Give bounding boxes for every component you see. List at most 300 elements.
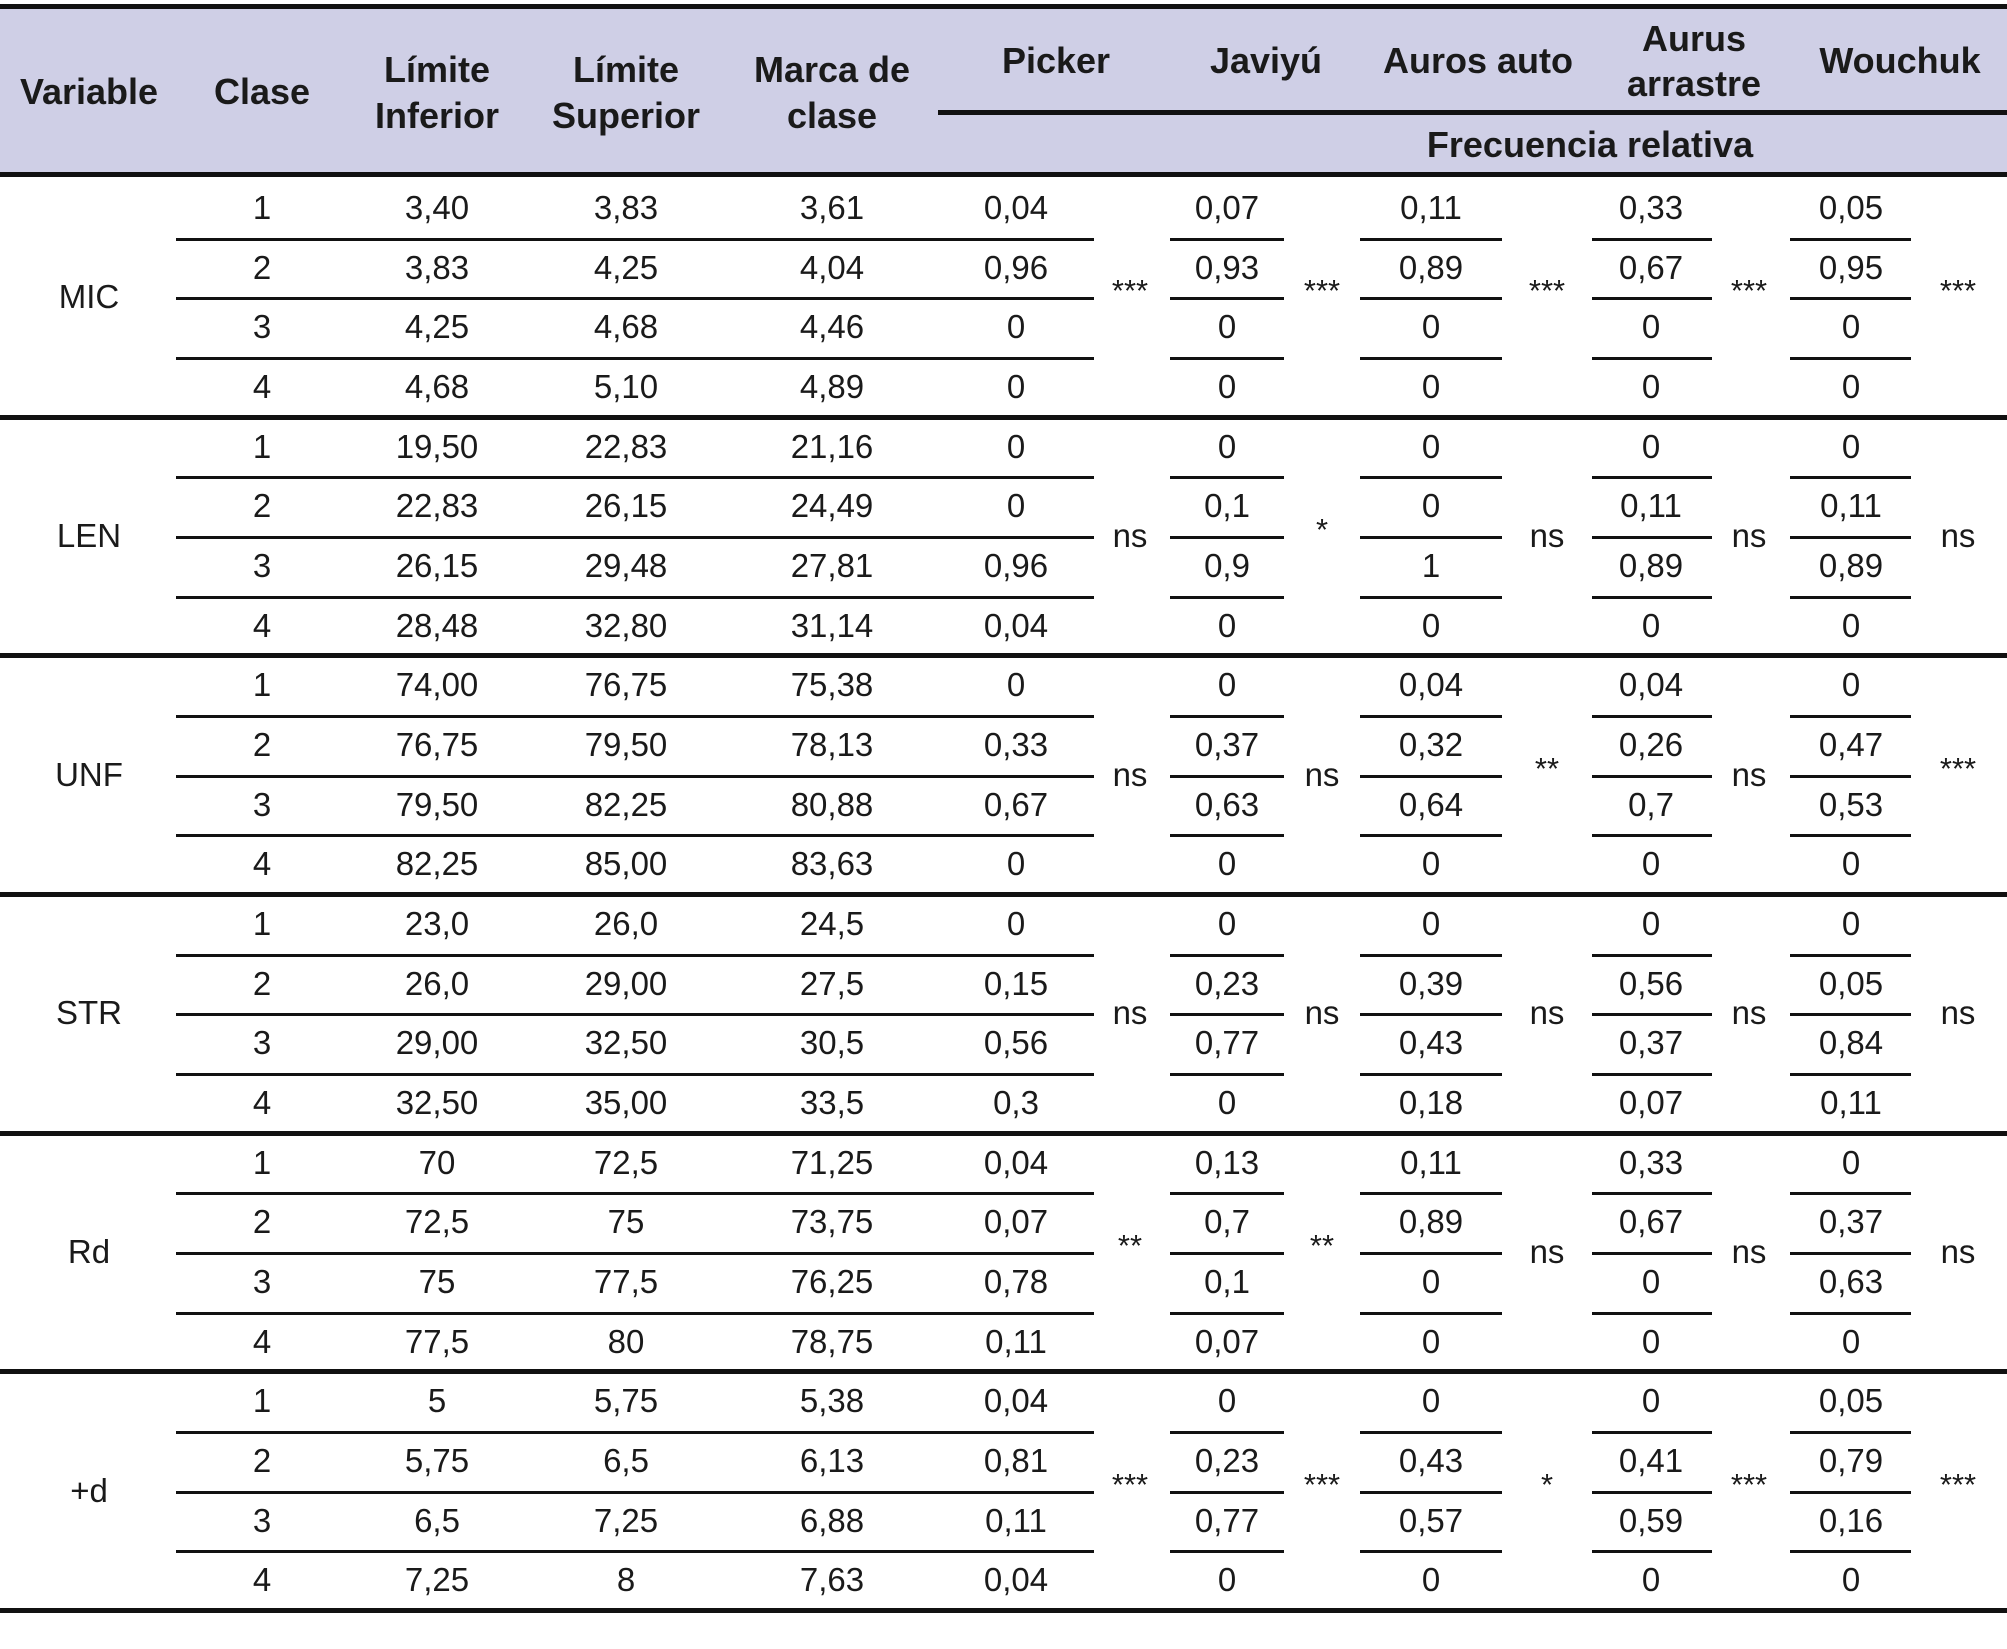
row-rule bbox=[1592, 297, 1712, 300]
cell-limite-inferior: 22,83 bbox=[395, 487, 479, 525]
significance-mark: ns bbox=[1304, 994, 1340, 1032]
significance-mark: ns bbox=[1731, 994, 1767, 1032]
significance-mark: *** bbox=[1303, 273, 1341, 309]
cell-marca-de-clase: 27,81 bbox=[790, 546, 874, 584]
cell-frecuencia-relativa: 0,77 bbox=[1194, 1501, 1260, 1539]
cell-frecuencia-relativa: 0 bbox=[1217, 1083, 1237, 1121]
row-rule bbox=[1170, 834, 1284, 837]
significance-mark: * bbox=[1315, 512, 1329, 548]
cell-clase: 3 bbox=[252, 546, 272, 584]
cell-limite-superior: 22,83 bbox=[584, 427, 668, 465]
cell-frecuencia-relativa: 0,89 bbox=[1818, 546, 1884, 584]
cell-frecuencia-relativa: 0,67 bbox=[983, 785, 1049, 823]
cell-clase: 4 bbox=[252, 606, 272, 644]
cell-limite-inferior: 5 bbox=[427, 1382, 447, 1420]
cell-limite-inferior: 72,5 bbox=[404, 1203, 470, 1241]
cell-limite-superior: 32,80 bbox=[584, 606, 668, 644]
header-bottom-rule bbox=[0, 172, 2007, 177]
cell-limite-inferior: 28,48 bbox=[395, 606, 479, 644]
cell-frecuencia-relativa: 0 bbox=[1841, 308, 1861, 346]
cell-limite-superior: 8 bbox=[616, 1561, 636, 1599]
cell-marca-de-clase: 30,5 bbox=[799, 1024, 865, 1062]
row-rule bbox=[1360, 1192, 1502, 1195]
cell-frecuencia-relativa: 0 bbox=[1641, 1561, 1661, 1599]
cell-frecuencia-relativa: 0 bbox=[1217, 845, 1237, 883]
cell-frecuencia-relativa: 0,1 bbox=[1204, 1262, 1250, 1300]
cell-marca-de-clase: 71,25 bbox=[790, 1143, 874, 1181]
cell-frecuencia-relativa: 0 bbox=[1006, 666, 1026, 704]
cell-frecuencia-relativa: 0,56 bbox=[983, 1024, 1049, 1062]
cell-limite-inferior: 32,50 bbox=[395, 1083, 479, 1121]
cell-frecuencia-relativa: 0,05 bbox=[1818, 1382, 1884, 1420]
cell-frecuencia-relativa: 0 bbox=[1006, 367, 1026, 405]
row-rule bbox=[1170, 1431, 1284, 1434]
cell-limite-superior: 29,00 bbox=[584, 964, 668, 1002]
cell-frecuencia-relativa: 0 bbox=[1841, 904, 1861, 942]
cell-clase: 1 bbox=[252, 427, 272, 465]
cell-frecuencia-relativa: 0 bbox=[1841, 845, 1861, 883]
row-rule bbox=[176, 1431, 1094, 1434]
row-rule bbox=[1790, 357, 1911, 360]
significance-mark: ** bbox=[1534, 750, 1560, 786]
row-rule bbox=[1170, 715, 1284, 718]
cell-frecuencia-relativa: 0,32 bbox=[1398, 725, 1464, 763]
row-rule bbox=[1360, 834, 1502, 837]
cell-frecuencia-relativa: 0 bbox=[1841, 1561, 1861, 1599]
row-rule bbox=[1592, 536, 1712, 539]
group-separator-rule bbox=[0, 1131, 2007, 1136]
cell-frecuencia-relativa: 0 bbox=[1217, 606, 1237, 644]
row-rule bbox=[1360, 536, 1502, 539]
cell-clase: 3 bbox=[252, 1024, 272, 1062]
row-rule bbox=[1790, 536, 1911, 539]
cell-frecuencia-relativa: 0,37 bbox=[1194, 725, 1260, 763]
group-separator-rule bbox=[0, 1369, 2007, 1374]
cell-frecuencia-relativa: 0,23 bbox=[1194, 1441, 1260, 1479]
cell-frecuencia-relativa: 0 bbox=[1217, 367, 1237, 405]
cell-limite-inferior: 26,15 bbox=[395, 546, 479, 584]
row-rule bbox=[1790, 297, 1911, 300]
row-rule bbox=[1592, 1491, 1712, 1494]
row-rule bbox=[1360, 596, 1502, 599]
variable-name: Rd bbox=[67, 1233, 111, 1271]
significance-mark: ns bbox=[1529, 994, 1565, 1032]
col-header-marca-de-clase: clase bbox=[786, 95, 878, 136]
row-rule bbox=[176, 596, 1094, 599]
cell-limite-inferior: 26,0 bbox=[404, 964, 470, 1002]
cell-limite-superior: 32,50 bbox=[584, 1024, 668, 1062]
cell-frecuencia-relativa: 0,81 bbox=[983, 1441, 1049, 1479]
cell-frecuencia-relativa: 0 bbox=[1421, 427, 1441, 465]
cell-frecuencia-relativa: 0,43 bbox=[1398, 1441, 1464, 1479]
col-header-limite-inferior: Límite bbox=[383, 49, 491, 90]
row-rule bbox=[1592, 1312, 1712, 1315]
row-rule bbox=[1170, 1312, 1284, 1315]
cell-limite-inferior: 77,5 bbox=[404, 1322, 470, 1360]
cell-frecuencia-relativa: 0,7 bbox=[1204, 1203, 1250, 1241]
col-header-marca-de-clase: Marca de bbox=[753, 49, 911, 90]
row-rule bbox=[1790, 1252, 1911, 1255]
row-rule bbox=[1170, 1192, 1284, 1195]
cell-frecuencia-relativa: 0,33 bbox=[1618, 1143, 1684, 1181]
cell-frecuencia-relativa: 0,57 bbox=[1398, 1501, 1464, 1539]
table-top-rule bbox=[0, 4, 2007, 9]
cell-frecuencia-relativa: 0 bbox=[1421, 845, 1441, 883]
cell-limite-superior: 4,25 bbox=[593, 248, 659, 286]
cell-limite-inferior: 74,00 bbox=[395, 666, 479, 704]
cell-clase: 1 bbox=[252, 666, 272, 704]
cell-frecuencia-relativa: 0,18 bbox=[1398, 1083, 1464, 1121]
row-rule bbox=[176, 1192, 1094, 1195]
cell-frecuencia-relativa: 0 bbox=[1641, 1322, 1661, 1360]
row-rule bbox=[176, 834, 1094, 837]
cell-frecuencia-relativa: 0 bbox=[1421, 904, 1441, 942]
cell-frecuencia-relativa: 0,13 bbox=[1194, 1143, 1260, 1181]
cell-frecuencia-relativa: 0 bbox=[1217, 666, 1237, 704]
cell-limite-superior: 72,5 bbox=[593, 1143, 659, 1181]
cell-frecuencia-relativa: 0,96 bbox=[983, 248, 1049, 286]
cell-clase: 4 bbox=[252, 845, 272, 883]
cell-frecuencia-relativa: 0,33 bbox=[1618, 188, 1684, 226]
cell-frecuencia-relativa: 0,04 bbox=[983, 188, 1049, 226]
cell-limite-superior: 82,25 bbox=[584, 785, 668, 823]
cell-frecuencia-relativa: 0,11 bbox=[1820, 1083, 1882, 1121]
cell-frecuencia-relativa: 0,04 bbox=[983, 1143, 1049, 1181]
row-rule bbox=[1592, 954, 1712, 957]
cell-frecuencia-relativa: 0,53 bbox=[1818, 785, 1884, 823]
cell-limite-inferior: 3,83 bbox=[404, 248, 470, 286]
row-rule bbox=[1790, 834, 1911, 837]
row-rule bbox=[1790, 1550, 1911, 1553]
cell-frecuencia-relativa: 0 bbox=[1217, 308, 1237, 346]
cell-frecuencia-relativa: 0 bbox=[1641, 1382, 1661, 1420]
cell-frecuencia-relativa: 0,84 bbox=[1818, 1024, 1884, 1062]
cell-clase: 2 bbox=[252, 487, 272, 525]
row-rule bbox=[1592, 834, 1712, 837]
cell-marca-de-clase: 27,5 bbox=[799, 964, 865, 1002]
row-rule bbox=[1170, 238, 1284, 241]
cell-marca-de-clase: 24,49 bbox=[790, 487, 874, 525]
row-rule bbox=[176, 954, 1094, 957]
cell-frecuencia-relativa: 0,11 bbox=[1620, 487, 1682, 525]
cell-frecuencia-relativa: 0,89 bbox=[1398, 1203, 1464, 1241]
cell-frecuencia-relativa: 0 bbox=[1421, 487, 1441, 525]
significance-mark: ** bbox=[1309, 1228, 1335, 1264]
cell-limite-inferior: 5,75 bbox=[404, 1441, 470, 1479]
cell-frecuencia-relativa: 0,89 bbox=[1398, 248, 1464, 286]
cell-frecuencia-relativa: 0,11 bbox=[985, 1501, 1047, 1539]
cell-frecuencia-relativa: 0 bbox=[1841, 606, 1861, 644]
cell-frecuencia-relativa: 0 bbox=[1841, 1143, 1861, 1181]
cell-frecuencia-relativa: 0,79 bbox=[1818, 1441, 1884, 1479]
significance-mark: ns bbox=[1731, 1233, 1767, 1271]
cell-limite-superior: 77,5 bbox=[593, 1262, 659, 1300]
cell-frecuencia-relativa: 0,43 bbox=[1398, 1024, 1464, 1062]
col-header-variety: Aurus bbox=[1641, 18, 1747, 59]
cell-marca-de-clase: 33,5 bbox=[799, 1083, 865, 1121]
cell-marca-de-clase: 7,63 bbox=[799, 1561, 865, 1599]
cell-clase: 3 bbox=[252, 785, 272, 823]
cell-marca-de-clase: 4,04 bbox=[799, 248, 865, 286]
row-rule bbox=[176, 1252, 1094, 1255]
row-rule bbox=[176, 1550, 1094, 1553]
row-rule bbox=[1592, 596, 1712, 599]
cell-clase: 3 bbox=[252, 1262, 272, 1300]
cell-marca-de-clase: 76,25 bbox=[790, 1262, 874, 1300]
cell-clase: 4 bbox=[252, 1561, 272, 1599]
col-header-clase: Clase bbox=[213, 71, 311, 112]
cell-frecuencia-relativa: 0,33 bbox=[983, 725, 1049, 763]
cell-frecuencia-relativa: 0,04 bbox=[983, 606, 1049, 644]
cell-limite-inferior: 23,0 bbox=[404, 904, 470, 942]
cell-limite-inferior: 4,68 bbox=[404, 367, 470, 405]
row-rule bbox=[1360, 1073, 1502, 1076]
cell-frecuencia-relativa: 0 bbox=[1006, 427, 1026, 465]
row-rule bbox=[176, 1491, 1094, 1494]
significance-mark: *** bbox=[1730, 273, 1768, 309]
cell-limite-superior: 5,10 bbox=[593, 367, 659, 405]
significance-mark: *** bbox=[1111, 273, 1149, 309]
cell-frecuencia-relativa: 0 bbox=[1217, 1561, 1237, 1599]
row-rule bbox=[1592, 1192, 1712, 1195]
cell-limite-inferior: 4,25 bbox=[404, 308, 470, 346]
row-rule bbox=[1170, 1013, 1284, 1016]
cell-marca-de-clase: 21,16 bbox=[790, 427, 874, 465]
col-header-frecuencia-relativa: Frecuencia relativa bbox=[1426, 124, 1754, 165]
cell-frecuencia-relativa: 0,63 bbox=[1194, 785, 1260, 823]
cell-frecuencia-relativa: 0,39 bbox=[1398, 964, 1464, 1002]
cell-frecuencia-relativa: 0 bbox=[1217, 904, 1237, 942]
cell-frecuencia-relativa: 0 bbox=[1421, 1262, 1441, 1300]
row-rule bbox=[1790, 1491, 1911, 1494]
row-rule bbox=[1170, 476, 1284, 479]
row-rule bbox=[1790, 1073, 1911, 1076]
variable-name: STR bbox=[56, 994, 122, 1032]
cell-clase: 2 bbox=[252, 248, 272, 286]
row-rule bbox=[1360, 775, 1502, 778]
col-header-variety: Picker bbox=[1001, 40, 1111, 81]
row-rule bbox=[1360, 476, 1502, 479]
cell-limite-superior: 76,75 bbox=[584, 666, 668, 704]
cell-frecuencia-relativa: 0 bbox=[1217, 427, 1237, 465]
significance-mark: ns bbox=[1112, 517, 1148, 555]
cell-limite-superior: 85,00 bbox=[584, 845, 668, 883]
cell-frecuencia-relativa: 0,63 bbox=[1818, 1262, 1884, 1300]
row-rule bbox=[1592, 1550, 1712, 1553]
group-separator-rule bbox=[0, 1608, 2007, 1613]
cell-frecuencia-relativa: 0,7 bbox=[1628, 785, 1674, 823]
row-rule bbox=[176, 1312, 1094, 1315]
cell-clase: 1 bbox=[252, 1143, 272, 1181]
cell-limite-inferior: 79,50 bbox=[395, 785, 479, 823]
cell-frecuencia-relativa: 0,37 bbox=[1618, 1024, 1684, 1062]
cell-limite-superior: 7,25 bbox=[593, 1501, 659, 1539]
cell-frecuencia-relativa: 0,05 bbox=[1818, 964, 1884, 1002]
cell-clase: 2 bbox=[252, 964, 272, 1002]
cell-limite-superior: 26,0 bbox=[593, 904, 659, 942]
cell-clase: 2 bbox=[252, 1203, 272, 1241]
cell-frecuencia-relativa: 0,89 bbox=[1618, 546, 1684, 584]
cell-frecuencia-relativa: 0,04 bbox=[1618, 666, 1684, 704]
cell-marca-de-clase: 83,63 bbox=[790, 845, 874, 883]
col-header-limite-superior: Superior bbox=[551, 95, 701, 136]
cell-frecuencia-relativa: 0 bbox=[1006, 308, 1026, 346]
row-rule bbox=[1170, 954, 1284, 957]
cell-frecuencia-relativa: 0 bbox=[1641, 367, 1661, 405]
row-rule bbox=[1170, 1491, 1284, 1494]
cell-frecuencia-relativa: 0,93 bbox=[1194, 248, 1260, 286]
row-rule bbox=[1790, 238, 1911, 241]
cell-frecuencia-relativa: 0,07 bbox=[983, 1203, 1049, 1241]
cell-clase: 4 bbox=[252, 367, 272, 405]
row-rule bbox=[1170, 775, 1284, 778]
row-rule bbox=[176, 715, 1094, 718]
cell-clase: 1 bbox=[252, 188, 272, 226]
cell-frecuencia-relativa: 0 bbox=[1841, 666, 1861, 704]
cell-frecuencia-relativa: 0 bbox=[1841, 427, 1861, 465]
row-rule bbox=[1360, 1550, 1502, 1553]
col-header-limite-superior: Límite bbox=[572, 49, 680, 90]
col-header-variety: Wouchuk bbox=[1819, 40, 1981, 81]
row-rule bbox=[1360, 1431, 1502, 1434]
cell-frecuencia-relativa: 0 bbox=[1841, 1322, 1861, 1360]
row-rule bbox=[1592, 715, 1712, 718]
cell-limite-superior: 5,75 bbox=[593, 1382, 659, 1420]
row-rule bbox=[1360, 1312, 1502, 1315]
row-rule bbox=[176, 1073, 1094, 1076]
cell-limite-inferior: 29,00 bbox=[395, 1024, 479, 1062]
col-header-variety: Auros auto bbox=[1382, 40, 1574, 81]
cell-frecuencia-relativa: 0 bbox=[1421, 606, 1441, 644]
row-rule bbox=[1592, 238, 1712, 241]
col-header-variable: Variable bbox=[19, 71, 159, 112]
cell-frecuencia-relativa: 0 bbox=[1006, 487, 1026, 525]
row-rule bbox=[176, 1013, 1094, 1016]
row-rule bbox=[1790, 715, 1911, 718]
cell-limite-superior: 80 bbox=[607, 1322, 645, 1360]
frequency-header-rule bbox=[938, 110, 2007, 115]
cell-frecuencia-relativa: 0 bbox=[1421, 367, 1441, 405]
cell-marca-de-clase: 78,13 bbox=[790, 725, 874, 763]
cell-frecuencia-relativa: 0 bbox=[1006, 904, 1026, 942]
row-rule bbox=[1592, 1431, 1712, 1434]
variable-name: UNF bbox=[55, 755, 123, 793]
cell-limite-superior: 3,83 bbox=[593, 188, 659, 226]
row-rule bbox=[1790, 596, 1911, 599]
cell-frecuencia-relativa: 0,56 bbox=[1618, 964, 1684, 1002]
cell-frecuencia-relativa: 0,04 bbox=[1398, 666, 1464, 704]
row-rule bbox=[1790, 775, 1911, 778]
cell-frecuencia-relativa: 0,96 bbox=[983, 546, 1049, 584]
cell-limite-inferior: 70 bbox=[418, 1143, 456, 1181]
col-header-limite-inferior: Inferior bbox=[374, 95, 500, 136]
row-rule bbox=[1360, 715, 1502, 718]
cell-frecuencia-relativa: 0,11 bbox=[1400, 1143, 1462, 1181]
cell-clase: 3 bbox=[252, 308, 272, 346]
row-rule bbox=[1790, 1431, 1911, 1434]
cell-clase: 4 bbox=[252, 1322, 272, 1360]
cell-limite-superior: 4,68 bbox=[593, 308, 659, 346]
significance-mark: *** bbox=[1528, 273, 1566, 309]
row-rule bbox=[176, 476, 1094, 479]
row-rule bbox=[176, 238, 1094, 241]
cell-frecuencia-relativa: 0 bbox=[1006, 845, 1026, 883]
cell-limite-inferior: 19,50 bbox=[395, 427, 479, 465]
cell-frecuencia-relativa: 0,04 bbox=[983, 1382, 1049, 1420]
significance-mark: ns bbox=[1529, 517, 1565, 555]
row-rule bbox=[1170, 596, 1284, 599]
cell-frecuencia-relativa: 0,11 bbox=[985, 1322, 1047, 1360]
significance-mark: *** bbox=[1111, 1466, 1149, 1502]
cell-limite-superior: 29,48 bbox=[584, 546, 668, 584]
cell-marca-de-clase: 3,61 bbox=[799, 188, 865, 226]
row-rule bbox=[176, 775, 1094, 778]
significance-mark: ns bbox=[1940, 1233, 1976, 1271]
row-rule bbox=[176, 357, 1094, 360]
significance-mark: *** bbox=[1939, 1466, 1977, 1502]
cell-limite-inferior: 6,5 bbox=[414, 1501, 460, 1539]
cell-marca-de-clase: 24,5 bbox=[799, 904, 865, 942]
cell-frecuencia-relativa: 0,77 bbox=[1194, 1024, 1260, 1062]
cell-frecuencia-relativa: 0,04 bbox=[983, 1561, 1049, 1599]
significance-mark: ns bbox=[1304, 755, 1340, 793]
cell-limite-superior: 6,5 bbox=[603, 1441, 649, 1479]
cell-marca-de-clase: 73,75 bbox=[790, 1203, 874, 1241]
row-rule bbox=[1592, 357, 1712, 360]
cell-frecuencia-relativa: 0 bbox=[1841, 367, 1861, 405]
row-rule bbox=[1592, 1073, 1712, 1076]
cell-frecuencia-relativa: 0,3 bbox=[993, 1083, 1039, 1121]
row-rule bbox=[1360, 1491, 1502, 1494]
cell-frecuencia-relativa: 0 bbox=[1421, 1382, 1441, 1420]
cell-frecuencia-relativa: 0,78 bbox=[983, 1262, 1049, 1300]
cell-frecuencia-relativa: 0 bbox=[1421, 1561, 1441, 1599]
row-rule bbox=[1790, 954, 1911, 957]
significance-mark: ns bbox=[1112, 994, 1148, 1032]
col-header-variety: Javiyú bbox=[1209, 40, 1323, 81]
cell-limite-superior: 75 bbox=[607, 1203, 645, 1241]
significance-mark: ** bbox=[1117, 1228, 1143, 1264]
cell-frecuencia-relativa: 0,41 bbox=[1618, 1441, 1684, 1479]
cell-marca-de-clase: 80,88 bbox=[790, 785, 874, 823]
row-rule bbox=[1592, 1013, 1712, 1016]
cell-frecuencia-relativa: 1 bbox=[1421, 546, 1441, 584]
cell-frecuencia-relativa: 0,15 bbox=[983, 964, 1049, 1002]
cell-marca-de-clase: 4,46 bbox=[799, 308, 865, 346]
significance-mark: ns bbox=[1529, 1233, 1565, 1271]
significance-mark: *** bbox=[1939, 750, 1977, 786]
row-rule bbox=[1170, 1073, 1284, 1076]
cell-frecuencia-relativa: 0,05 bbox=[1818, 188, 1884, 226]
cell-frecuencia-relativa: 0,37 bbox=[1818, 1203, 1884, 1241]
row-rule bbox=[1360, 1013, 1502, 1016]
cell-marca-de-clase: 6,88 bbox=[799, 1501, 865, 1539]
cell-frecuencia-relativa: 0,67 bbox=[1618, 1203, 1684, 1241]
cell-marca-de-clase: 31,14 bbox=[790, 606, 874, 644]
row-rule bbox=[1360, 954, 1502, 957]
row-rule bbox=[1790, 1013, 1911, 1016]
variable-name: MIC bbox=[58, 278, 120, 316]
row-rule bbox=[1360, 238, 1502, 241]
cell-frecuencia-relativa: 0,07 bbox=[1194, 1322, 1260, 1360]
row-rule bbox=[1170, 1550, 1284, 1553]
cell-frecuencia-relativa: 0,1 bbox=[1204, 487, 1250, 525]
row-rule bbox=[176, 536, 1094, 539]
cell-clase: 1 bbox=[252, 904, 272, 942]
row-rule bbox=[1790, 476, 1911, 479]
cell-marca-de-clase: 6,13 bbox=[799, 1441, 865, 1479]
cell-frecuencia-relativa: 0 bbox=[1421, 308, 1441, 346]
